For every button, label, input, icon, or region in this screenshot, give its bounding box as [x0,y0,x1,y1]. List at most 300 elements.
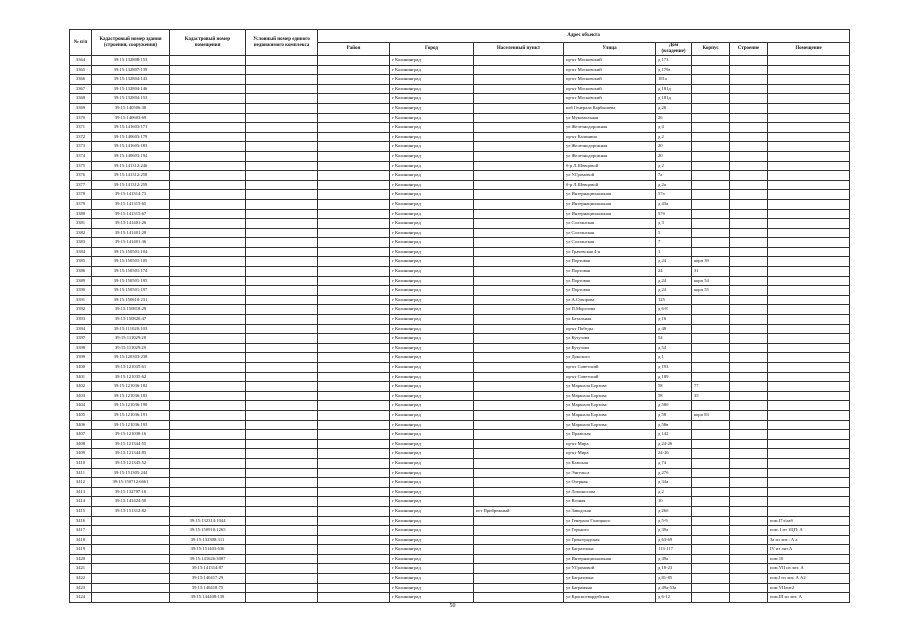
cell-cad-building: 39:15:121345:52 [92,458,170,468]
cell-korpus [692,506,730,516]
cell-settlement [474,180,564,190]
cell-building [730,190,768,200]
cell-cad-room [170,267,246,277]
cell-cond-complex [246,286,318,296]
cell-city: г Калининград [390,286,474,296]
cell-street: ул Пражская [564,430,656,440]
table-row [70,410,850,420]
cell-street: ул Озерная [564,478,656,488]
cell-room [768,84,850,94]
cell-cad-room [170,103,246,113]
table-row [70,391,850,401]
cell-region [318,171,390,181]
cell-cond-complex [246,363,318,373]
cell-cad-building: 39:15:141401:36 [92,238,170,248]
cell-cad-room [170,113,246,123]
cell-korpus [692,65,730,75]
cell-cad-room [170,449,246,459]
cell-street: ул Маршала Борзова [564,382,656,392]
cell-cond-complex [246,410,318,420]
cell-cond-complex [246,382,318,392]
cell-cond-complex [246,84,318,94]
cell-region [318,315,390,325]
cell-cad-room [170,247,246,257]
cell-city: г Калининград [390,343,474,353]
header-city: Город [390,43,474,56]
cell-house: 181а [656,75,692,85]
cell-street: ул Грекоградская [564,535,656,545]
cell-building [730,382,768,392]
cell-cad-room: 39:15:141626:3087 [170,554,246,564]
cell-cad-building [92,526,170,536]
cell-city: г Калининград [390,180,474,190]
cell-house: д 58 [656,410,692,420]
header-cad-building: Кадастровый номер здания (строения, сооружения) [92,30,170,56]
cell-num: 3410 [70,458,92,468]
cell-korpus [692,401,730,411]
cell-region [318,199,390,209]
cell-room: пом.I7л/лаб [768,516,850,526]
cell-cad-building [92,593,170,603]
cell-num: 3415 [70,506,92,516]
header-region: Район [318,43,390,56]
cell-cond-complex [246,199,318,209]
cell-street: пр-кт Московский [564,84,656,94]
cell-settlement [474,487,564,497]
cell-building [730,593,768,603]
cell-cond-complex [246,103,318,113]
cell-city: г Калининград [390,564,474,574]
cell-cad-room [170,84,246,94]
cell-settlement [474,199,564,209]
cell-city: г Калининград [390,497,474,507]
cell-house: д 6-12 [656,593,692,603]
cell-city: г Калининград [390,382,474,392]
cell-cad-room [170,372,246,382]
cell-settlement [474,238,564,248]
cell-building [730,84,768,94]
cell-room: пом.I из лит. А А2 [768,574,850,584]
cell-city: г Калининград [390,238,474,248]
cell-street: пр-кт Московский [564,65,656,75]
cell-settlement [474,219,564,229]
cell-street: ул Портовая [564,286,656,296]
cell-room [768,334,850,344]
cell-settlement [474,545,564,555]
table-row [70,286,850,296]
cell-building [730,180,768,190]
cell-settlement [474,449,564,459]
cell-building [730,353,768,363]
cell-cad-building: 39:15:151312:82 [92,506,170,516]
cell-region [318,487,390,497]
cell-korpus [692,161,730,171]
cell-cad-building [92,535,170,545]
cell-building [730,171,768,181]
cell-cad-room [170,391,246,401]
cell-building [730,545,768,555]
cell-num: 3379 [70,199,92,209]
cell-cad-building: 39:15:150820:47 [92,315,170,325]
cell-cond-complex [246,478,318,488]
cell-building [730,583,768,593]
cell-house: д 26 [656,103,692,113]
cell-korpus [692,439,730,449]
table-body [70,56,850,603]
cell-cond-complex [246,267,318,277]
cell-building [730,391,768,401]
cell-city: г Калининград [390,276,474,286]
cell-city: г Калининград [390,75,474,85]
cell-room [768,209,850,219]
cell-region [318,247,390,257]
cell-num: 3382 [70,228,92,238]
cell-num: 3389 [70,276,92,286]
cell-building [730,315,768,325]
cell-building [730,113,768,123]
header-address: Адрес объекта [318,30,850,43]
table-row [70,468,850,478]
cell-korpus [692,132,730,142]
cell-num: 3408 [70,439,92,449]
header-cond-complex: Условный номер единого недвижимого комплекса [246,30,318,56]
cell-room [768,353,850,363]
table-row [70,343,850,353]
cell-settlement [474,75,564,85]
table-row [70,315,850,325]
cell-street: пр-кт Мира [564,449,656,459]
cell-building [730,324,768,334]
cell-region [318,286,390,296]
cell-house: д 39а [656,526,692,536]
table-row [70,295,850,305]
cell-num: 3409 [70,449,92,459]
table-row [70,554,850,564]
cell-building [730,219,768,229]
cell-cad-building: 39:15:121036:182 [92,382,170,392]
cell-settlement [474,410,564,420]
cell-cad-building: 39:15:140603:69 [92,113,170,123]
cell-house: д 18-23 [656,564,692,574]
cell-cond-complex [246,420,318,430]
cell-cond-complex [246,94,318,104]
cell-region [318,209,390,219]
cell-room [768,151,850,161]
cell-cond-complex [246,487,318,497]
cell-city: г Калининград [390,219,474,229]
cell-region [318,506,390,516]
cell-region [318,103,390,113]
cell-korpus [692,238,730,248]
cell-settlement [474,343,564,353]
cell-korpus [692,449,730,459]
cell-house: 54 [656,334,692,344]
cell-room [768,430,850,440]
cell-cad-room [170,295,246,305]
cell-building [730,410,768,420]
cell-cad-building: 39:15:150610:231 [92,295,170,305]
cell-building [730,468,768,478]
cell-house: д 49а-53а [656,583,692,593]
cell-cond-complex [246,180,318,190]
cell-cond-complex [246,554,318,564]
cell-room [768,56,850,66]
cell-house: 20 [656,142,692,152]
cell-cad-room [170,430,246,440]
cell-cond-complex [246,497,318,507]
cell-house: д 181д [656,84,692,94]
cell-room [768,305,850,315]
cell-settlement [474,334,564,344]
cell-cond-complex [246,324,318,334]
cell-cond-complex [246,564,318,574]
table-row [70,363,850,373]
cell-street: ул У.Громовой [564,564,656,574]
cell-room: пом.III из лит. А [768,593,850,603]
header-num: № п/п [70,30,92,56]
cell-building [730,564,768,574]
cell-room [768,286,850,296]
cell-num: 3364 [70,56,92,66]
cell-korpus [692,324,730,334]
cell-cad-building: 39:15:150501:104 [92,247,170,257]
cell-cad-room [170,401,246,411]
cell-korpus: корп 83 [692,410,730,420]
cell-cad-building: 39:15:121036:183 [92,391,170,401]
cell-street: ул Маршала Борзова [564,401,656,411]
cell-cad-building: 39:15:121036:191 [92,410,170,420]
table-row [70,209,850,219]
cell-house: 58 [656,382,692,392]
cell-num: 3365 [70,65,92,75]
cell-room [768,247,850,257]
cell-building [730,199,768,209]
cell-region [318,334,390,344]
cell-house: д 74 [656,458,692,468]
cell-street: пр-кт Московский [564,94,656,104]
cell-cad-room [170,209,246,219]
cell-korpus [692,171,730,181]
cell-cad-building: 39:15:151305:244 [92,468,170,478]
cell-house: д 24 [656,286,692,296]
table-row [70,305,850,315]
cell-cad-room [170,123,246,133]
cell-room [768,420,850,430]
cell-cad-room [170,228,246,238]
cell-settlement [474,439,564,449]
cell-region [318,295,390,305]
cell-cad-room [170,382,246,392]
cell-num: 3392 [70,305,92,315]
cell-cond-complex [246,458,318,468]
cell-house: д 4 [656,123,692,133]
cell-region [318,526,390,536]
cell-room [768,382,850,392]
cell-cad-building: 39:15:132807:139 [92,65,170,75]
cell-street: ул Интернациональная [564,209,656,219]
cell-building [730,343,768,353]
cell-city: г Калининград [390,84,474,94]
cell-korpus [692,372,730,382]
cell-settlement [474,65,564,75]
cell-cad-room [170,199,246,209]
property-register-table [69,29,850,603]
cell-region [318,190,390,200]
cell-settlement [474,295,564,305]
cell-city: г Калининград [390,132,474,142]
cell-korpus [692,209,730,219]
cell-city: г Калининград [390,151,474,161]
cell-cad-room [170,410,246,420]
cell-house: 7 [656,238,692,248]
cell-region [318,123,390,133]
cell-street: ул Донского [564,353,656,363]
cell-settlement [474,142,564,152]
cell-city: г Калининград [390,468,474,478]
cell-room [768,506,850,516]
cell-region [318,84,390,94]
cell-korpus [692,295,730,305]
cell-city: г Калининград [390,449,474,459]
table-row [70,372,850,382]
header-house: Дом (владение) [656,43,692,56]
cell-cond-complex [246,75,318,85]
cell-korpus: 31 [692,267,730,277]
cell-house: 26 [656,113,692,123]
table-row [70,535,850,545]
cell-city: г Калининград [390,94,474,104]
cell-korpus [692,113,730,123]
cell-cond-complex [246,190,318,200]
cell-building [730,535,768,545]
table-header [70,30,850,56]
cell-building [730,420,768,430]
cell-house: 10 [656,497,692,507]
cell-city: г Калининград [390,535,474,545]
cell-room [768,171,850,181]
cell-num: 3375 [70,161,92,171]
cell-korpus [692,142,730,152]
cell-cad-room [170,487,246,497]
cell-cad-room [170,458,246,468]
cell-num: 3411 [70,468,92,478]
cell-korpus [692,583,730,593]
cell-num: 3391 [70,295,92,305]
cell-korpus: 77 [692,382,730,392]
cell-city: г Калининград [390,209,474,219]
cell-num: 3418 [70,535,92,545]
cell-street: ул А.Суворова [564,295,656,305]
cell-cad-room: 39:15:144408:139 [170,593,246,603]
cell-cad-building [92,583,170,593]
cell-cad-building: 39:15:111020:103 [92,324,170,334]
cell-building [730,305,768,315]
cell-house: д 24-26 [656,439,692,449]
cell-region [318,516,390,526]
cell-cad-building: 39:15:111029:29 [92,343,170,353]
cell-cad-building: 39:15:121035:62 [92,372,170,382]
cell-room [768,75,850,85]
cell-room [768,497,850,507]
cell-korpus [692,305,730,315]
cell-korpus [692,353,730,363]
cell-street: пр-кт Калинина [564,132,656,142]
cell-num: 3366 [70,75,92,85]
cell-settlement [474,554,564,564]
table-row [70,56,850,66]
cell-building [730,526,768,536]
cell-building [730,334,768,344]
cell-cad-building: 39:15:141603:183 [92,142,170,152]
cell-street: ул Портовая [564,267,656,277]
cell-region [318,478,390,488]
cell-num: 3419 [70,545,92,555]
cell-region [318,257,390,267]
cell-house: 58 [656,391,692,401]
cell-korpus: 35 [692,391,730,401]
cell-room: 3а из лит.: А а [768,535,850,545]
table-row [70,276,850,286]
table-row [70,574,850,584]
cell-city: г Калининград [390,554,474,564]
cell-cad-building: 39:15:141312:246 [92,161,170,171]
cell-num: 3417 [70,526,92,536]
cell-building [730,228,768,238]
cell-building [730,487,768,497]
cell-korpus: корп 54 [692,276,730,286]
cell-cond-complex [246,439,318,449]
cell-building [730,56,768,66]
cell-city: г Калининград [390,420,474,430]
cell-building [730,554,768,564]
cell-region [318,324,390,334]
cell-house: д 48 [656,324,692,334]
header-settlement: Населенный пункт [474,43,564,56]
cell-region [318,305,390,315]
cell-cad-building: 39:15:121036:190 [92,401,170,411]
cell-house: д 27б [656,468,692,478]
cell-cond-complex [246,468,318,478]
cell-city: г Калининград [390,526,474,536]
cell-cond-complex [246,593,318,603]
cell-cad-room [170,478,246,488]
cell-house: д 34а [656,478,692,488]
cell-num: 3420 [70,554,92,564]
cell-city: г Калининград [390,56,474,66]
cell-room [768,103,850,113]
table-row [70,228,850,238]
cell-region [318,238,390,248]
cell-room [768,324,850,334]
cell-num: 3423 [70,583,92,593]
cell-cond-complex [246,161,318,171]
cell-city: г Калининград [390,391,474,401]
cell-street: ул Интернациональная [564,190,656,200]
cell-city: г Калининград [390,545,474,555]
cell-region [318,132,390,142]
cell-num: 3421 [70,564,92,574]
table-row [70,401,850,411]
cell-cad-room [170,142,246,152]
cell-settlement [474,516,564,526]
cell-region [318,180,390,190]
cell-street: ул Кутузова [564,334,656,344]
cell-cond-complex [246,430,318,440]
cell-house: д 189 [656,372,692,382]
cell-street: ул Маршала Борзова [564,391,656,401]
table-row [70,123,850,133]
cell-city: г Калининград [390,334,474,344]
